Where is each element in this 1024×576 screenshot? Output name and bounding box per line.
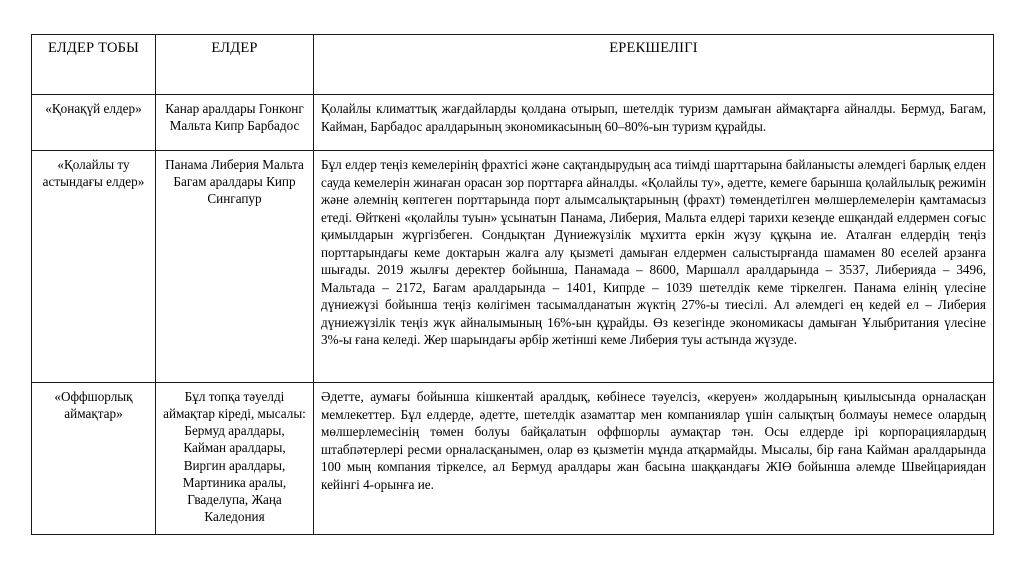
- table-container: [31, 34, 993, 535]
- cell-countries: Бұл топқа тәуелді аймақтар кіреді, мысалы: Бермуд аралдары, Кайман аралдары, Виргин аралдары, Мартиника аралы, Гваделупа, Жаңа Каледония: [156, 383, 314, 535]
- column-header-features: ЕРЕКШЕЛІГІ: [314, 35, 994, 95]
- cell-features: Әдетте, аумағы бойынша кішкентай аралдық, көбінесе тәуелсіз, «керуен» жолдарының қиылысында орналасқан мемлекеттер. Бұл елдерде, әдетте, шетелдік азаматтар мен компаниялар үшін салықтың болмауы немесе олардың мөлшерлемесінің төмен болуы байқалатын оффшорлы аумақтар тән. Осы елдерде ірі корпорациялардың штабпәтерлері ресми орналасқанымен, олар өз қызметін мұнда атқармайды. Мысалы, бір ғана Кайман аралдарында 100 мың компания тіркелсе, ал Бермуд аралдары жан басына шаққандағы ЖІӨ бойынша әлемде Швейцариядан кейінгі 4-орынға ие.: [314, 383, 994, 535]
- cell-country-group: «Оффшорлық аймақтар»: [32, 383, 156, 535]
- cell-country-group: «Қонақүй елдер»: [32, 95, 156, 151]
- column-header-countries: ЕЛДЕР: [156, 35, 314, 95]
- table-header-row: [32, 35, 994, 95]
- table-row: [32, 151, 994, 383]
- table-row: [32, 383, 994, 535]
- cell-features: Қолайлы климаттық жағдайларды қолдана отырып, шетелдік туризм дамыған аймақтарға айналды. Бермуд, Багам, Кайман, Барбадос аралдарының экономикасының 60–80%-ын туризм құрайды.: [314, 95, 994, 151]
- table-body: [32, 95, 994, 535]
- column-header-country-group: ЕЛДЕР ТОБЫ: [32, 35, 156, 95]
- cell-countries: Панама Либерия Мальта Багам аралдары Кипр Сингапур: [156, 151, 314, 383]
- table-header: [32, 35, 994, 95]
- cell-countries: Канар аралдары Гонконг Мальта Кипр Барбадос: [156, 95, 314, 151]
- cell-features: Бұл елдер теңіз кемелерінің фрахтісі және сақтандырудың аса тиімді шарттарына байланысты әлемдегі барлық елден сауда кемелерін жинаған орасан зор порттарға айналды. «Қолайлы ту», әдетте, кемеге барынша қолайлылық режимін және әлемнің көптеген порттарында порт алымсалықтарының (фрахт) төмендетілген мөлшерлемелерін қамтамасыз етеді. Өйткені «қолайлы туын» ұсынатын Панама, Либерия, Мальта елдері тарихи кезеңде ешқандай елдермен соғыс қимылдарын жүргізбеген. Сондықтан Дүниежүзілік мұхитта еркін жүзу құқына ие. Аталған елдердің теңіз порттарындағы кеме доктарын жалға алу қызметі дамыған елдермен салыстырғанда шамамен 80 еселей арзанға шығады. 2019 жылғы деректер бойынша, Панамада – 8600, Маршалл аралдарында – 3537, Либерияда – 3496, Мальтада – 2172, Багам аралдарында – 1401, Кипрде – 1039 шетелдік кеме тіркелген. Панама елінің үлесіне дүниежүзі бойынша теңіз көлігімен тасымалданатын жүктің 27%-ы тиесілі. Ал әлемдегі ең кедей ел – Либерия дүниежүзілік теңіз жүк айналымының 16%-ын құрайды. Өз кезегінде экономикасы дамыған Ұлыбритания үлесіне 3%-ы ғана келеді. Жер шарындағы әрбір жетінші кеме Либерия туы астында жүзуде.: [314, 151, 994, 383]
- cell-country-group: «Қолайлы ту астындағы елдер»: [32, 151, 156, 383]
- table-row: [32, 95, 994, 151]
- country-groups-table: [31, 34, 994, 535]
